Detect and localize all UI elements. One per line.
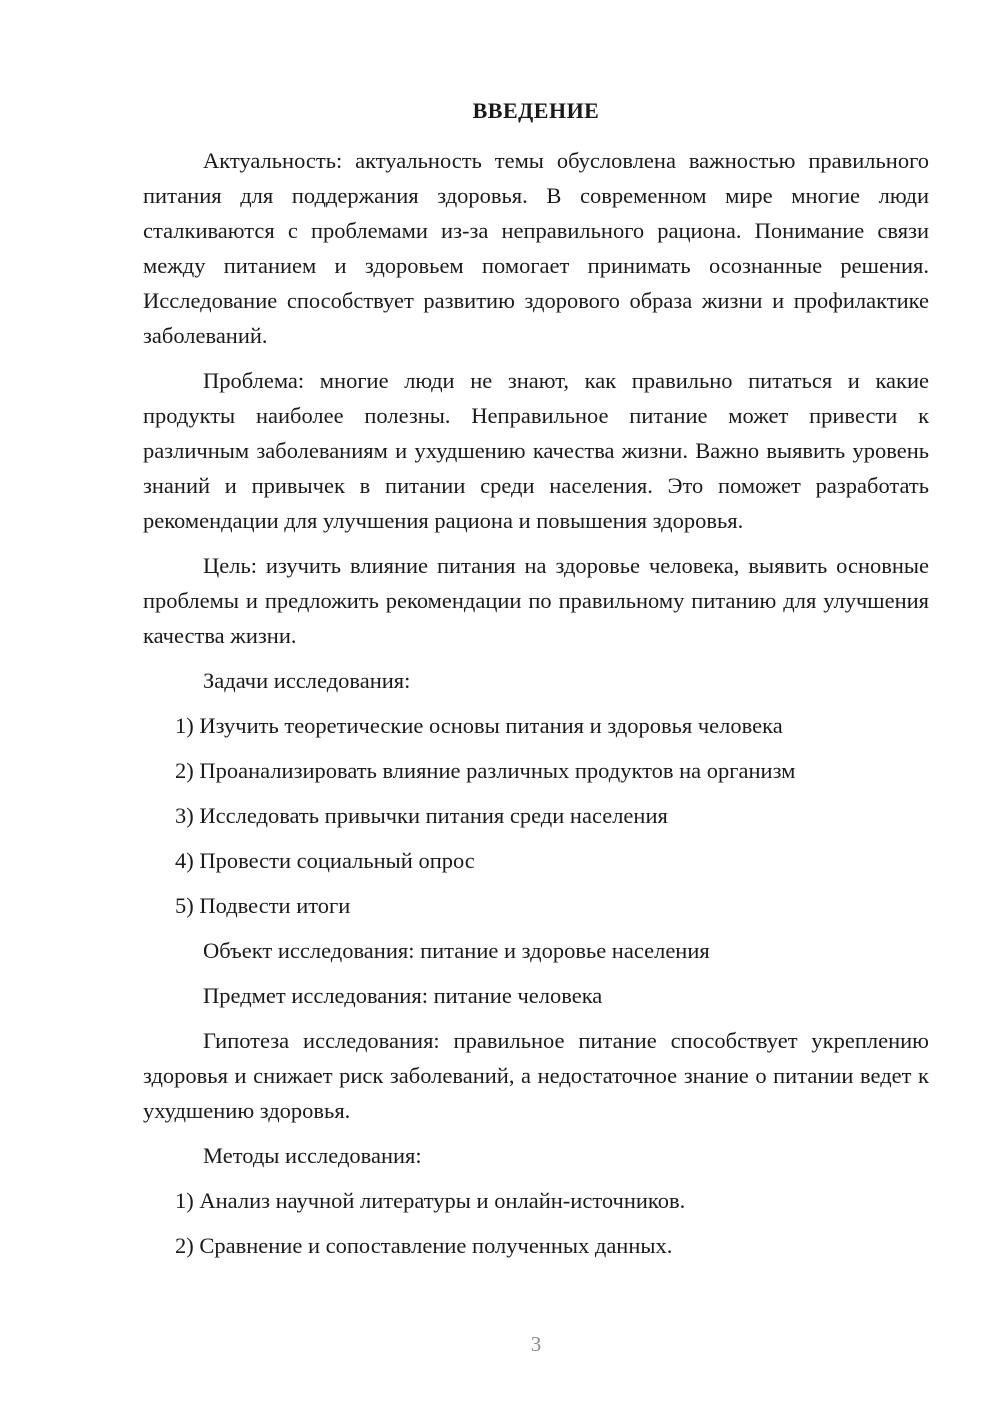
list-item: 1) Изучить теоретические основы питания и здоровья человека xyxy=(175,713,783,738)
paragraph-problem: Проблема: многие люди не знают, как правильно питаться и какие продукты наиболее полезны. Неправильное питание может привести к различным заболеваниям и ухудшению качества жизни. Важно выявить уровень знаний и привычек в питании среди населения. Это поможет разработать рекомендации для улучшения рациона и повышения здоровья. xyxy=(143,368,929,533)
list-item: 4) Провести социальный опрос xyxy=(175,848,475,873)
paragraph-goal: Цель: изучить влияние питания на здоровье человека, выявить основные проблемы и предложить рекомендации по правильному питанию для улучшения качества жизни. xyxy=(143,553,929,648)
tasks-list xyxy=(143,708,929,923)
research-subject: Предмет исследования: питание человека xyxy=(203,983,603,1008)
paragraph-hypothesis: Гипотеза исследования: правильное питание способствует укреплению здоровья и снижает риск заболеваний, а недостаточное знание о питании ведет к ухудшению здоровья. xyxy=(143,1028,929,1123)
list-item: 5) Подвести итоги xyxy=(175,893,351,918)
page-number: 3 xyxy=(530,1332,542,1356)
document-body xyxy=(143,143,929,1273)
list-item: 3) Исследовать привычки питания среди населения xyxy=(175,803,668,828)
research-object: Объект исследования: питание и здоровье населения xyxy=(203,938,710,963)
paragraph-relevance: Актуальность: актуальность темы обусловлена важностью правильного питания для поддержания здоровья. В современном мире многие люди сталкиваются с проблемами из-за неправильного рациона. Понимание связи между питанием и здоровьем помогает принимать осознанные решения. Исследование способствует развитию здорового образа жизни и профилактике заболеваний. xyxy=(143,148,929,348)
tasks-heading: Задачи исследования: xyxy=(203,668,411,693)
page-title: ВВЕДЕНИЕ xyxy=(472,98,600,123)
list-item: 2) Проанализировать влияние различных продуктов на организм xyxy=(175,758,796,783)
list-item: 2) Сравнение и сопоставление полученных данных. xyxy=(175,1233,673,1258)
methods-list xyxy=(143,1183,929,1263)
list-item: 1) Анализ научной литературы и онлайн-источников. xyxy=(175,1188,686,1213)
methods-heading: Методы исследования: xyxy=(203,1143,422,1168)
